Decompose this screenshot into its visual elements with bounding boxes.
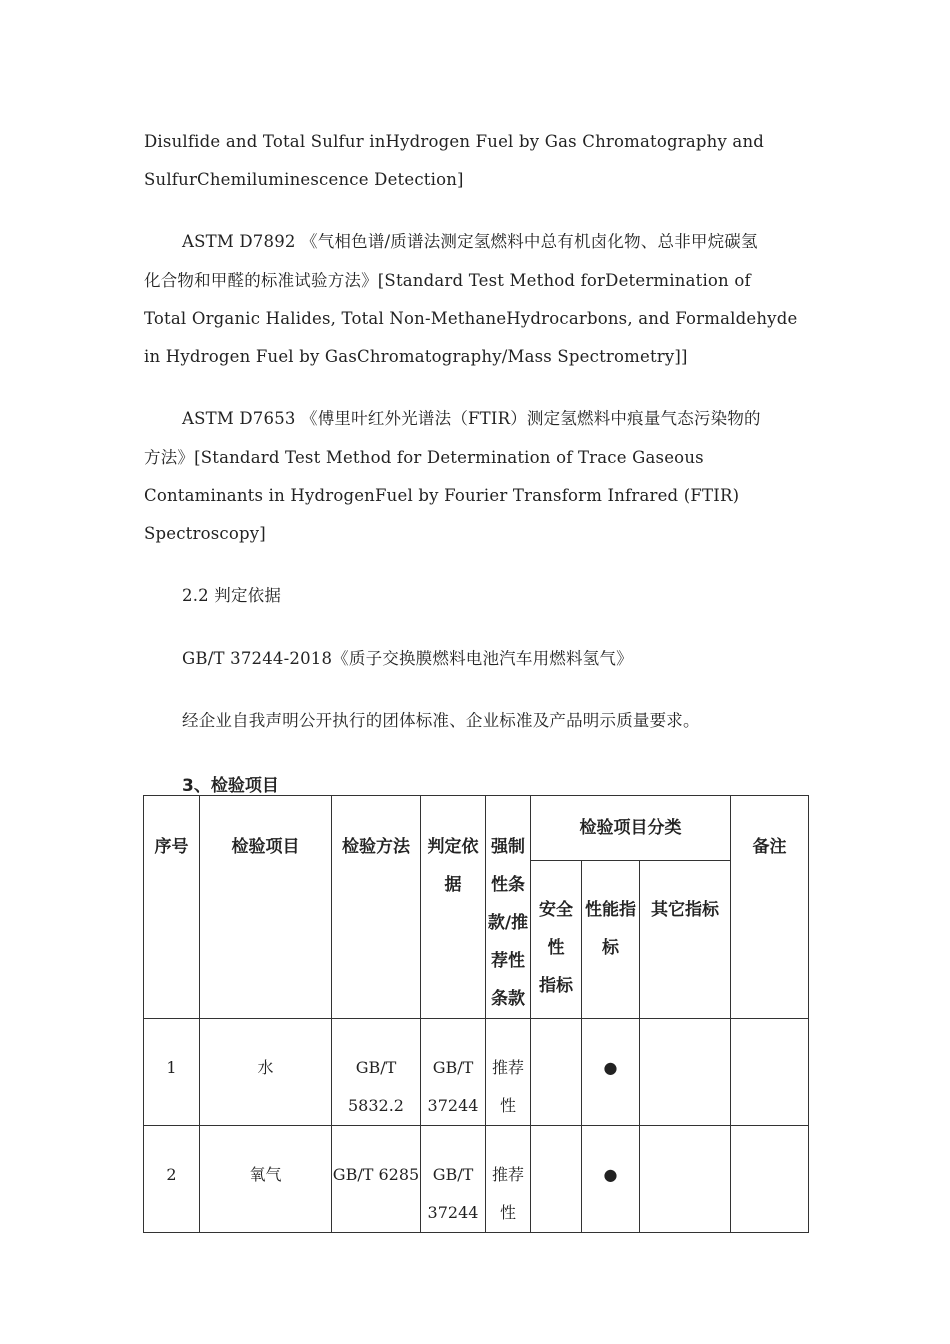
cell-method: GB/T 5832.2 bbox=[332, 1019, 421, 1126]
header-safety: 安全性 指标 bbox=[531, 861, 582, 1019]
cell-performance bbox=[582, 1126, 640, 1233]
cell-mandatory: 推荐 性 bbox=[486, 1019, 531, 1126]
table-row bbox=[144, 1019, 809, 1126]
text-line: Total Organic Halides, Total Non-MethaneHydrocarbons, and Formaldehyde bbox=[144, 309, 798, 328]
section-3-heading: 3、检验项目 bbox=[182, 776, 279, 796]
cell-safety bbox=[531, 1126, 582, 1233]
header-other: 其它指标 bbox=[640, 861, 731, 1019]
text-line: ASTM D7892 《气相色谱/质谱法测定氢燃料中总有机卤化物、总非甲烷碳氢 bbox=[182, 232, 758, 251]
header-basis: 判定依 据 bbox=[421, 796, 486, 1019]
text-line: in Hydrogen Fuel by GasChromatography/Mass Spectrometry]] bbox=[144, 347, 688, 366]
cell-seq: 1 bbox=[144, 1019, 200, 1126]
text-line: ASTM D7653 《傅里叶红外光谱法（FTIR）测定氢燃料中痕量气态污染物的 bbox=[182, 409, 761, 428]
table-row bbox=[144, 1126, 809, 1233]
cell-other bbox=[640, 1019, 731, 1126]
cell-mandatory: 推荐 性 bbox=[486, 1126, 531, 1233]
inspection-table bbox=[143, 795, 809, 1233]
header-category: 检验项目分类 bbox=[531, 796, 731, 861]
header-seq: 序号 bbox=[144, 796, 200, 1019]
cell-method: GB/T 6285 bbox=[332, 1126, 421, 1233]
text-line: 化合物和甲醛的标准试验方法》[Standard Test Method forDetermination of bbox=[144, 271, 751, 290]
section-heading-2-2: 2.2 判定依据 bbox=[182, 586, 282, 605]
text-line: Disulfide and Total Sulfur inHydrogen Fuel by Gas Chromatography and bbox=[144, 132, 765, 151]
performance-mark: ● bbox=[603, 1058, 618, 1077]
text-line: Spectroscopy] bbox=[144, 524, 266, 543]
cell-remark bbox=[731, 1019, 809, 1126]
enterprise-line: 经企业自我声明公开执行的团体标准、企业标准及产品明示质量要求。 bbox=[182, 711, 700, 730]
text-line: Contaminants in HydrogenFuel by Fourier Transform Infrared (FTIR) bbox=[144, 486, 740, 505]
cell-safety bbox=[531, 1019, 582, 1126]
cell-other bbox=[640, 1126, 731, 1233]
header-method: 检验方法 bbox=[332, 796, 421, 1019]
performance-mark: ● bbox=[603, 1165, 618, 1184]
standard-line: GB/T 37244-2018《质子交换膜燃料电池汽车用燃料氢气》 bbox=[182, 649, 633, 668]
header-remark: 备注 bbox=[731, 796, 809, 1019]
text-line: SulfurChemiluminescence Detection] bbox=[144, 170, 464, 189]
cell-item: 水 bbox=[200, 1019, 332, 1126]
cell-basis: GB/T 37244 bbox=[421, 1019, 486, 1126]
cell-remark bbox=[731, 1126, 809, 1233]
cell-performance bbox=[582, 1019, 640, 1126]
text-line: 方法》[Standard Test Method for Determination of Trace Gaseous bbox=[144, 448, 704, 467]
cell-item: 氧气 bbox=[200, 1126, 332, 1233]
cell-seq: 2 bbox=[144, 1126, 200, 1233]
header-performance: 性能指 标 bbox=[582, 861, 640, 1019]
cell-basis: GB/T 37244 bbox=[421, 1126, 486, 1233]
header-item: 检验项目 bbox=[200, 796, 332, 1019]
header-mandatory: 强制 性条 款/推 荐性 条款 bbox=[486, 796, 531, 1019]
